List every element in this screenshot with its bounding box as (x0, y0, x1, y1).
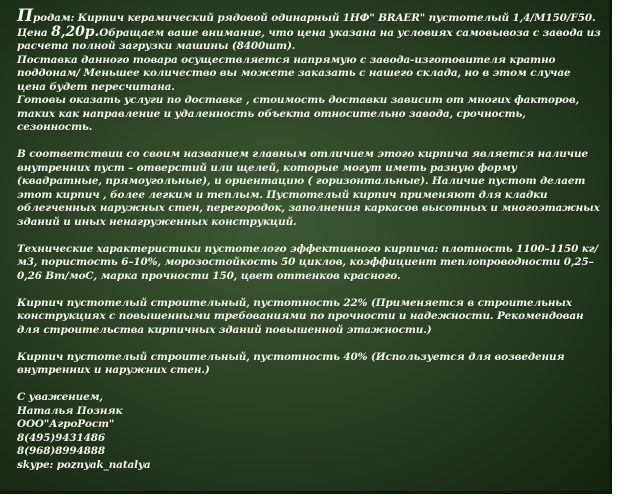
specs-paragraph: Технические характеристики пустотелого эффективного кирпича: плотность 1100–1150 кг/м3, пористость 6–10%, морозостойкость 50 циклов, коэффициент теплопроводности 0,25–0,26 Вт/моС, марка прочности 150, цвет оттенков красного. (17, 242, 599, 282)
price-line (17, 23, 602, 54)
price-value: 8,20р. (51, 23, 100, 40)
signature-phone-1: 8(495)9431486 (17, 431, 106, 444)
intro-title (17, 6, 602, 26)
spacer (17, 378, 602, 392)
spacer (17, 283, 602, 297)
variant-40-paragraph: Кирпич пустотелый строительный, пустотность 40% (Используется для возведения внутренних и наружних стен.) (17, 350, 565, 376)
intro-title-text: родам: Кирпич керамический рядовой одинарный 1НФ" BRAER" пустотелый 1,4/М150/F50. (32, 12, 596, 24)
signature-greeting: С уважением, (17, 391, 103, 403)
intro-dropcap: П (17, 6, 33, 26)
signature-company: ООО"АгроРост" (17, 418, 115, 430)
signature-skype: skype: poznyak_natalya (17, 458, 151, 471)
signature-phone-2: 8(968)8994888 (17, 445, 106, 457)
spacer (17, 337, 602, 351)
variant-22-paragraph: Кирпич пустотелый строительный, пустотность 22% (Применяется в строительных конструкциях с повышенными требованиями по прочности и надежности. Рекомендован для строительства кирпичных зданий повышенной этажности.) (17, 296, 584, 336)
ad-text-block (17, 6, 602, 472)
spacer (17, 229, 602, 243)
signature-name: Наталья Позняк (17, 404, 123, 417)
description-paragraph: В соответствии со своим названием главным отличием этого кирпича является наличие внутренних пуст – отверстий или щелей, которые могут иметь разную форму (квадратные, прямоугольные), и ориентацию ( горизонтальные). Наличие пустот делает этот кирпич , более легким и теплым. Пустотелый кирпич применяют для кладки облегченных наружных стен, перегородок, заполнения каркасов высотных и многоэтажных зданий и иных ненагруженных конструкций. (17, 148, 600, 228)
price-note: Обращаем ваше внимание, что цена указана на условиях самовывоза с завода из расчета полной загрузки машины (8400шт). (17, 26, 601, 52)
supply-paragraph: Поставка данного товара осуществляется напрямую с завода-изготовителя кратно поддонам/ Меньшее количество вы можете заказать с нашего склада, но в этом случае цена будет пересчитана. (17, 53, 571, 93)
price-prefix: Цена (17, 26, 52, 39)
spacer (17, 135, 602, 149)
delivery-paragraph: Готовы оказать услуги по доставке , стоимость доставки зависит от многих факторов, таких как направление и удаленность объекта относительно завода, срочность, сезонность. (17, 94, 580, 133)
